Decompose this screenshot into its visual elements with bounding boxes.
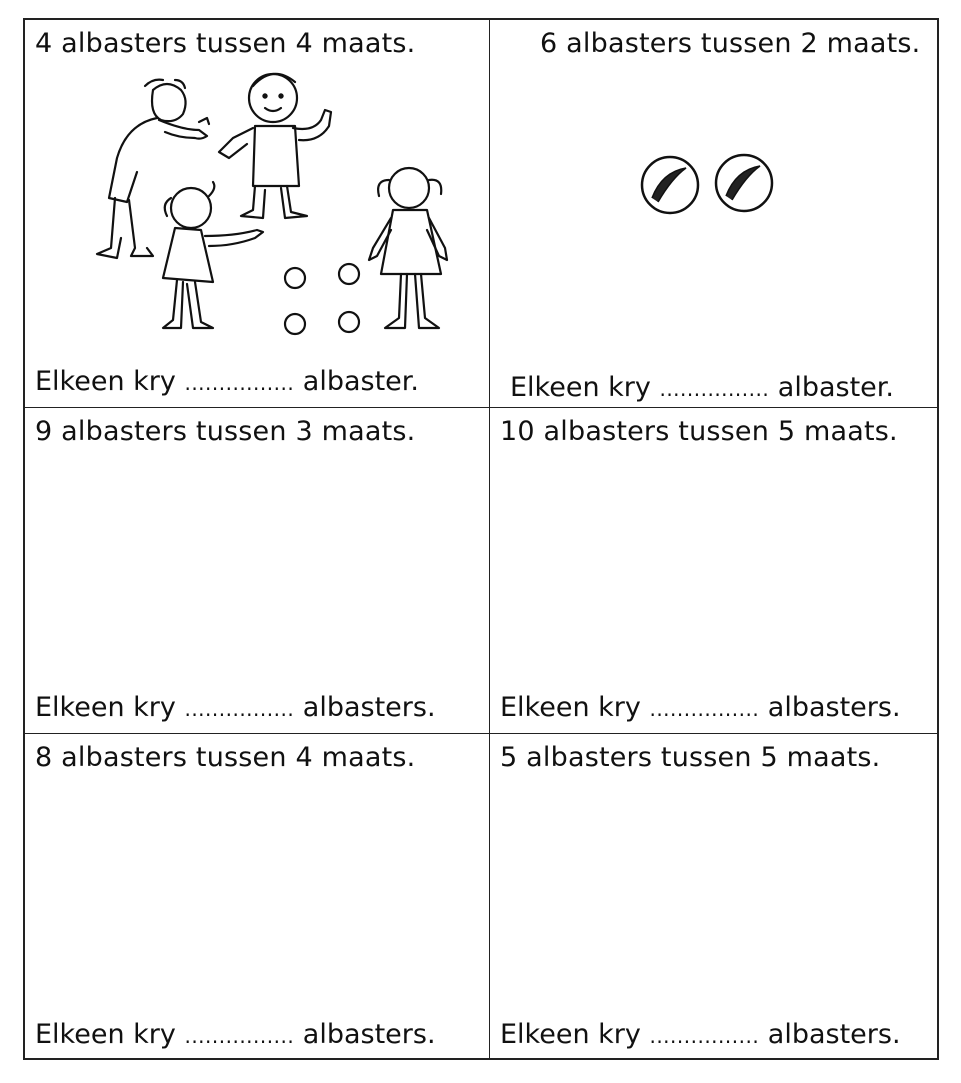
answer-blank[interactable]: ................ bbox=[649, 697, 760, 721]
answer-line bbox=[510, 372, 894, 403]
answer-blank[interactable]: ................ bbox=[184, 371, 295, 395]
boy-center-figure bbox=[219, 74, 331, 218]
answer-suffix: albasters. bbox=[302, 692, 436, 723]
exercise-cell-5 bbox=[25, 733, 489, 1060]
answer-blank[interactable]: ................ bbox=[649, 1024, 760, 1048]
answer-blank[interactable]: ................ bbox=[659, 377, 770, 401]
exercise-cell-2 bbox=[489, 20, 939, 407]
exercise-prompt: 6 albasters tussen 2 maats. bbox=[540, 28, 921, 59]
answer-suffix: albasters. bbox=[767, 1019, 901, 1050]
answer-line bbox=[35, 692, 436, 723]
exercise-prompt: 10 albasters tussen 5 maats. bbox=[500, 416, 898, 447]
exercise-prompt: 5 albasters tussen 5 maats. bbox=[500, 742, 881, 773]
answer-suffix: albaster. bbox=[777, 372, 894, 403]
answer-prefix: Elkeen kry bbox=[500, 1019, 641, 1050]
exercise-cell-6 bbox=[489, 733, 939, 1060]
answer-prefix: Elkeen kry bbox=[35, 1019, 176, 1050]
exercise-prompt: 9 albasters tussen 3 maats. bbox=[35, 416, 416, 447]
exercise-cell-3 bbox=[25, 407, 489, 733]
answer-line bbox=[35, 366, 419, 397]
answer-line bbox=[500, 1019, 901, 1050]
answer-prefix: Elkeen kry bbox=[510, 372, 651, 403]
answer-blank[interactable]: ................ bbox=[184, 1024, 295, 1048]
boy-left-figure bbox=[97, 80, 209, 258]
two-marbles-illustration bbox=[640, 152, 780, 218]
answer-prefix: Elkeen kry bbox=[35, 692, 176, 723]
exercise-cell-4 bbox=[489, 407, 939, 733]
exercise-prompt: 4 albasters tussen 4 maats. bbox=[35, 28, 416, 59]
answer-suffix: albaster. bbox=[302, 366, 419, 397]
girl-right-figure bbox=[369, 168, 447, 328]
answer-prefix: Elkeen kry bbox=[35, 366, 176, 397]
answer-line bbox=[35, 1019, 436, 1050]
answer-line bbox=[500, 692, 901, 723]
answer-blank[interactable]: ................ bbox=[184, 697, 295, 721]
four-marbles bbox=[285, 264, 359, 334]
answer-suffix: albasters. bbox=[302, 1019, 436, 1050]
children-with-marbles-illustration bbox=[95, 68, 455, 348]
girl-left-figure bbox=[163, 182, 263, 328]
answer-prefix: Elkeen kry bbox=[500, 692, 641, 723]
answer-suffix: albasters. bbox=[767, 692, 901, 723]
exercise-prompt: 8 albasters tussen 4 maats. bbox=[35, 742, 416, 773]
worksheet-grid bbox=[23, 18, 939, 1060]
exercise-cell-1 bbox=[25, 20, 489, 407]
